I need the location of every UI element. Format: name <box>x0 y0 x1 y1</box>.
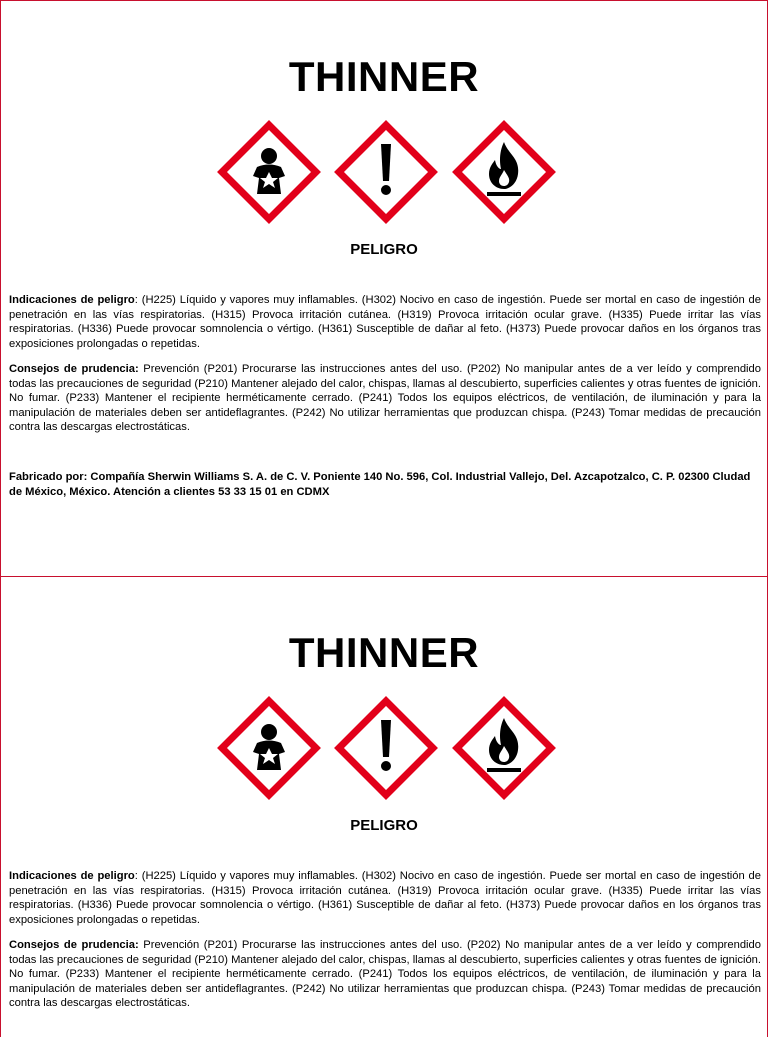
hazard-text: : (H225) Líquido y vapores muy inflamables. (H302) Nocivo en caso de ingestión. Puede ser mortal en caso de ingestión de penetración en las vías respiratorias. (H315) Provoca irritación cutánea. (H319) Provoca irritación ocular grave. (H335) Puede irritar las vías respiratorias. (H336) Puede provocar somnolencia o vértigo. (H361) Susceptible de dañar al feto. (H373) Puede provocar daños en los órganos tras exposiciones prolongadas o repetidas. <box>9 294 762 350</box>
flame-icon <box>452 120 556 224</box>
prudence-text: Prevención (P201) Procurarse las instrucciones antes del uso. (P202) No manipular antes de a ver leído y comprendido todas las precauciones de seguridad (P210) Mantener alejado del calor, chispas, llamas al descubierto, superficies calientes y otras fuentes de ignición. No fumar. (P233) Mantener el recipiente herméticamente cerrado. (P241) Todos los equipos eléctricos, de ventilación, de iluminación y para la manipulación de materiales deben ser antideflagrantes. (P242) No utilizar herramientas que produzcan chispa. (P243) Tomar medidas de precaución contra las descargas electrostáticas. <box>9 939 761 1010</box>
prudence-text: Prevención (P201) Procurarse las instrucciones antes del uso. (P202) No manipular antes de a ver leído y comprendido todas las precauciones de seguridad (P210) Mantener alejado del calor, chispas, llamas al descubierto, superficies calientes y otras fuentes de ignición. No fumar. (P233) Mantener el recipiente herméticamente cerrado. (P241) Todos los equipos eléctricos, de ventilación, de iluminación y para la manipulación de materiales deben ser antideflagrantes. (P242) No utilizar herramientas que produzcan chispa. (P243) Tomar medidas de precaución contra las descargas electrostáticas. <box>9 363 761 434</box>
ghs-pictograms <box>217 120 557 228</box>
label-card-2 <box>0 576 768 1037</box>
signal-word: PELIGRO <box>350 817 418 834</box>
hazard-statements <box>9 293 761 351</box>
prudence-heading: Consejos de prudencia: <box>9 363 139 375</box>
flame-icon <box>452 696 556 800</box>
hazard-statements <box>9 869 761 927</box>
product-title: THINNER <box>288 629 480 676</box>
product-title: THINNER <box>288 53 480 100</box>
precautionary-statements <box>9 938 761 1011</box>
prudence-heading: Consejos de prudencia: <box>9 939 139 951</box>
manufacturer-info: Fabricado por: Compañía Sherwin Williams S. A. de C. V. Poniente 140 No. 596, Col. Industrial Vallejo, Del. Azcapotzalco, C. P. 02300 Cludad de México, México. Atención a clientes 53 33 15 01 en CDMX <box>9 471 751 498</box>
hazard-text: : (H225) Líquido y vapores muy inflamables. (H302) Nocivo en caso de ingestión. Puede ser mortal en caso de ingestión de penetración en las vías respiratorias. (H315) Provoca irritación cutánea. (H319) Provoca irritación ocular grave. (H335) Puede irritar las vías respiratorias. (H336) Puede provocar somnolencia o vértigo. (H361) Susceptible de dañar al feto. (H373) Puede provocar daños en los órganos tras exposiciones prolongadas o repetidas. <box>9 870 762 926</box>
ghs-pictograms <box>217 696 557 804</box>
hazard-heading: Indicaciones de peligro <box>9 870 135 882</box>
health-hazard-icon <box>217 120 321 224</box>
precautionary-statements <box>9 362 761 435</box>
hazard-heading: Indicaciones de peligro <box>9 294 135 306</box>
exclamation-mark-icon <box>334 120 438 224</box>
signal-word: PELIGRO <box>350 241 418 258</box>
health-hazard-icon <box>217 696 321 800</box>
exclamation-mark-icon <box>334 696 438 800</box>
